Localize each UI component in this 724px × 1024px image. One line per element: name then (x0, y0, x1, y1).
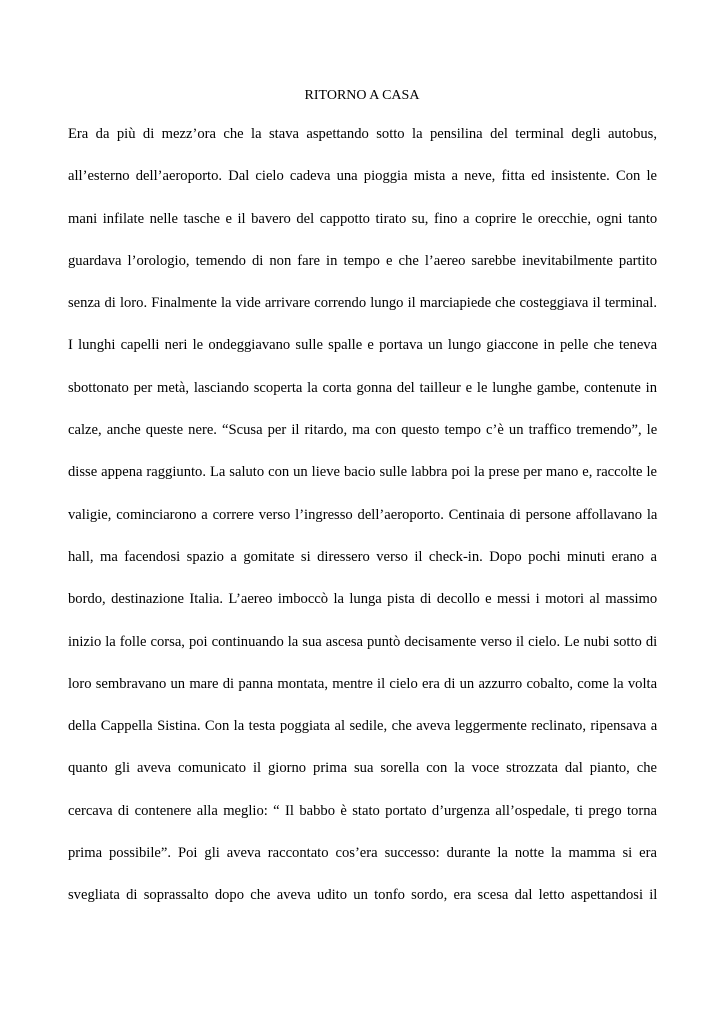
text-line: Era da più di mezz’ora che la stava aspettando sotto la pensilina del terminal degli autobus, (68, 126, 657, 142)
text-line: della Cappella Sistina. Con la testa poggiata al sedile, che aveva leggermente reclinato, ripensava a (68, 718, 658, 735)
text-line: quanto gli aveva comunicato il giorno prima sua sorella con la voce strozzata dal pianto, che (68, 760, 657, 777)
text-line: prima possibile”. Poi gli aveva raccontato cos’era successo: durante la notte la mamma si era (68, 845, 657, 862)
text-line: I lunghi capelli neri le ondeggiavano sulle spalle e portava un lungo giaccone in pelle che teneva (68, 337, 658, 354)
text-line: senza di loro. Finalmente la vide arrivare correndo lungo il marciapiede che costeggiava il terminal. (68, 295, 657, 312)
text-line: all’esterno dell’aeroporto. Dal cielo cadeva una pioggia mista a neve, fitta ed insistente. Con le (68, 168, 657, 185)
text-line: inizio la folle corsa, poi continuando la sua ascesa puntò decisamente verso il cielo. Le nubi sotto di (68, 633, 658, 650)
text-line: guardava l’orologio, temendo di non fare in tempo e che l’aereo sarebbe inevitabilmente partito (68, 252, 657, 269)
document-title: RITORNO A CASA (304, 88, 420, 103)
text-line: calze, anche queste nere. “Scusa per il ritardo, ma con questo tempo c’è un traffico tremendo”, le (68, 422, 658, 439)
text-line: mani infilate nelle tasche e il bavero del cappotto tirato su, fino a coprire le orecchie, ogni tanto (68, 210, 658, 227)
document-body (68, 124, 657, 928)
text-line: bordo, destinazione Italia. L’aereo imboccò la lunga pista di decollo e messi i motori al massimo (68, 591, 658, 608)
text-line: hall, ma facendosi spazio a gomitate si diressero verso il check-in. Dopo pochi minuti erano a (68, 548, 657, 565)
text-line: svegliata di soprassalto dopo che aveva udito un tonfo sordo, era scesa dal letto aspettandosi il (68, 887, 658, 904)
text-line: loro sembravano un mare di panna montata, mentre il cielo era di un azzurro cobalto, come la volta (68, 675, 658, 692)
text-line: cercava di contenere alla meglio: “ Il babbo è stato portato d’urgenza all’ospedale, ti prego torna (68, 802, 657, 819)
text-line: sbottonato per metà, lasciando scoperta la corta gonna del tailleur e le lunghe gambe, contenute in (68, 379, 657, 396)
text-line: disse appena raggiunto. La saluto con un lieve bacio sulle labbra poi la prese per mano e, raccolte le (68, 464, 657, 481)
text-line: valigie, cominciarono a correre verso l’ingresso dell’aeroporto. Centinaia di persone affollavano la (68, 506, 658, 523)
